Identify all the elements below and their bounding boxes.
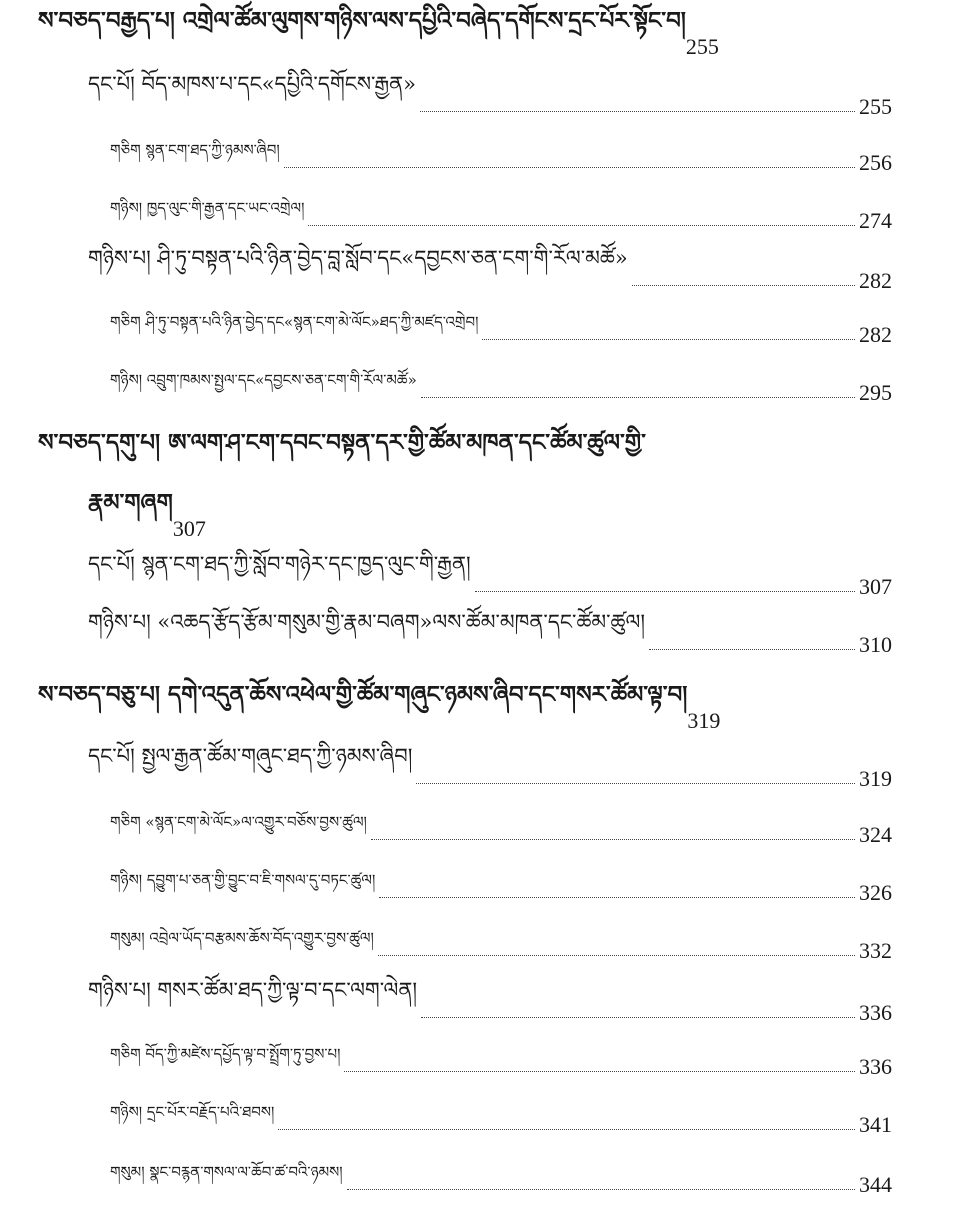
toc-entry-ch9-cont[interactable]	[88, 489, 892, 542]
toc-entry-ch8-1-1[interactable]	[110, 141, 892, 176]
dot-leader	[378, 954, 855, 956]
toc-entry-title: རྣམ་གཞག	[88, 489, 173, 516]
toc-entry-title: གཉིས། འབྲུག་ཁམས་སྤྱལ་དང«དབྱངས་ཅན་ངག་གི་རོལ་མཚོ»	[110, 371, 417, 389]
toc-page-number: 324	[859, 822, 892, 847]
toc-page-number: 255	[685, 34, 719, 59]
toc-page-number: 274	[859, 208, 892, 233]
toc-page-number: 319	[859, 766, 892, 791]
dot-leader	[371, 838, 855, 840]
toc-page-number: 319	[687, 708, 721, 733]
toc-page-number: 310	[859, 632, 892, 657]
dot-leader	[284, 166, 855, 168]
dot-leader	[347, 1188, 855, 1190]
toc-entry-title: ས་བཅད་བརྒྱད་པ། འགྲེལ་ཚོམ་ལུགས་གཉིས་ལས་དཔྱིའི་བཞེད་དགོངས་དྲང་པོར་སྟོང་བ།	[38, 7, 686, 34]
toc-entry-title: གཅིག ཤི་ཏུ་བསྟན་པའི་ཉིན་བྱེད་དང«སྙན་ངག་མེ་ལོང»ཐད་ཀྱི་མཛད་འགྲེབ།	[110, 313, 479, 331]
toc-entry-ch8-2-2[interactable]	[110, 371, 892, 406]
toc-entry-ch8[interactable]	[38, 7, 892, 60]
toc-entry-title: གཉིས་པ། ཤི་ཏུ་བསྟན་པའི་ཉིན་བྱེད་བླ་སློབ་དང«དབྱངས་ཅན་ངག་གི་རོལ་མཚོ»	[88, 246, 628, 270]
toc-page-number: 326	[859, 880, 892, 905]
dot-leader	[632, 284, 855, 286]
dot-leader	[649, 648, 855, 650]
toc-page-number: 336	[859, 1054, 892, 1079]
toc-page-number: 336	[859, 1000, 892, 1025]
toc-entry-title: གཉིས་པ། «འཆད་རྩོད་རྩོམ་གསུམ་གྱི་རྣམ་བཞག»ལས་ཚོམ་མཁན་དང་ཚོམ་ཚུལ།	[88, 610, 645, 634]
toc-entry-ch10-2-2[interactable]	[110, 1103, 892, 1138]
toc-page-number: 307	[859, 574, 892, 599]
toc-entry-ch10-1[interactable]	[88, 744, 892, 792]
dot-leader	[420, 110, 855, 112]
toc-page-number: 307	[172, 516, 206, 541]
toc-entry-title: གཉིས་པ། གསར་ཚོམ་ཐད་ཀྱི་ལྟ་བ་དང་ལག་ལེན།	[88, 978, 417, 1002]
toc-entry-title: གཅིག བོད་ཀྱི་མཛེས་དཔྱོད་ལྟ་བ་སྤྲོག་ཏུ་བྱས་པ།	[110, 1045, 341, 1063]
dot-leader	[344, 1070, 855, 1072]
dot-leader	[421, 396, 855, 398]
toc-entry-ch9-1[interactable]	[88, 552, 892, 600]
toc-entry-title: ས་བཅད་དགུ་པ། ཨ་ལག་ཤ་ངག་དབང་བསྟན་དར་གྱི་ཚོམ་མཁན་དང་ཚོམ་ཚུལ་གྱི་	[38, 429, 646, 456]
dot-leader	[278, 1128, 855, 1130]
toc-entry-ch8-1-2[interactable]	[110, 199, 892, 234]
toc-page-number: 282	[859, 268, 892, 293]
toc-entry-title: གཅིག «སྙན་ངག་མེ་ལོང»ལ་འགྱུར་བཅོས་བྱས་ཚུལ།	[110, 813, 367, 831]
dot-leader	[482, 338, 855, 340]
toc-entry-ch10-1-2[interactable]	[110, 871, 892, 906]
toc-page-number: 255	[859, 94, 892, 119]
toc-entry-ch10-1-1[interactable]	[110, 813, 892, 848]
toc-entry-title: གཉིས། དྲང་པོར་བརྗོད་པའི་ཐབས།	[110, 1103, 275, 1121]
toc-entry-ch8-2[interactable]	[88, 246, 892, 294]
toc-entry-ch10[interactable]	[38, 681, 892, 734]
toc-entry-ch10-2[interactable]	[88, 978, 892, 1026]
dot-leader	[416, 782, 855, 784]
toc-entry-title: གསུམ། སྣང་བརྙན་གསལ་ལ་ཆོབ་ཚ་བའི་ཉམས།	[110, 1163, 343, 1181]
dot-leader	[421, 1016, 855, 1018]
toc-entry-title: གཅིག སྙན་ངག་ཐད་ཀྱི་ཉམས་ཞིབ།	[110, 141, 280, 159]
toc-entry-title: དང་པོ། སྙན་ངག་ཐད་ཀྱི་སློབ་གཉེར་དང་ཁྱད་ལུང་གི་རྒྱན།	[88, 552, 471, 576]
toc-entry-title: དང་པོ། སྤྱལ་རྒྱན་ཚོམ་གཞུང་ཐད་ཀྱི་ཉམས་ཞིབ།	[88, 744, 413, 768]
toc-entry-ch10-1-3[interactable]	[110, 929, 892, 964]
dot-leader	[308, 224, 855, 226]
toc-page-number: 256	[859, 150, 892, 175]
toc-page-number: 282	[859, 322, 892, 347]
toc-entry-ch10-2-3[interactable]	[110, 1163, 892, 1198]
toc-entry-title: གསུམ། འབྲེལ་ཡོད་བརྩམས་ཆོས་བོད་འགྱུར་བྱས་ཚུལ།	[110, 929, 374, 947]
toc-page-number: 341	[859, 1112, 892, 1137]
toc-entry-title: གཉིས། དབྱུག་པ་ཅན་གྱི་བྱུང་བ་ཇི་གསལ་དུ་བཏང་ཚུལ།	[110, 871, 376, 889]
toc-page-number: 295	[859, 380, 892, 405]
toc-entry-ch8-1[interactable]	[88, 72, 892, 120]
toc-page-number: 332	[859, 938, 892, 963]
toc-entry-title: ས་བཅད་བཅུ་པ། དགེ་འདུན་ཆོས་འཕེལ་གྱི་ཚོམ་གཞུང་ཉམས་ཞིབ་དང་གསར་ཚོམ་ལྟ་བ།	[38, 681, 688, 708]
toc-entry-title: དང་པོ། བོད་མཁས་པ་དང«དཔྱིའི་དགོངས་རྒྱན»	[88, 72, 417, 96]
dot-leader	[475, 590, 855, 592]
dot-leader	[379, 896, 855, 898]
toc-entry-title: གཉིས། ཁྱད་ལུང་གི་རྒྱན་དང་ཡང་འགྲེལ།	[110, 199, 305, 217]
toc-entry-ch8-2-1[interactable]	[110, 313, 892, 348]
toc-page-number: 344	[859, 1172, 892, 1197]
toc-entry-ch9-2[interactable]	[88, 610, 892, 658]
toc-entry-ch10-2-1[interactable]	[110, 1045, 892, 1080]
